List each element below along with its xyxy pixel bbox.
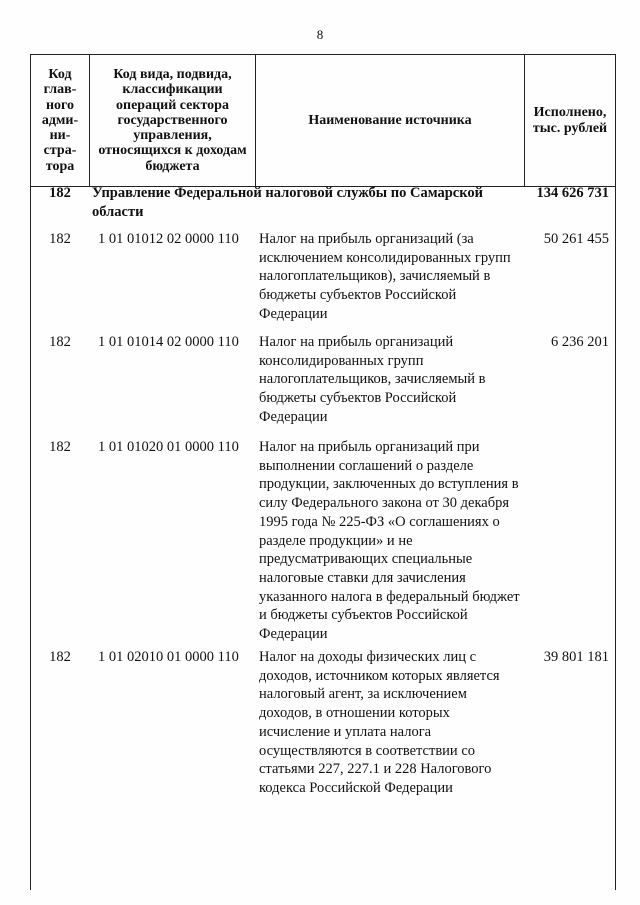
row-executed: 50 261 455: [543, 231, 609, 247]
row-admin-code: 182: [49, 649, 71, 665]
row-classification-code: 1 01 01012 02 0000 110: [98, 231, 239, 247]
group-name: Управление Федеральной налоговой службы по Самарской области: [92, 185, 483, 220]
row-admin-code: 182: [49, 334, 71, 350]
revenue-table: [30, 54, 616, 890]
page-number: 8: [316, 27, 324, 42]
header-executed: Исполнено, тыс. рублей: [532, 105, 608, 136]
row-admin-code: 182: [49, 439, 71, 455]
row-classification-code: 1 01 01014 02 0000 110: [98, 334, 239, 350]
group-executed: 134 626 731: [536, 185, 609, 201]
row-executed: 6 236 201: [551, 334, 609, 350]
row-admin-code: 182: [49, 231, 71, 247]
row-executed: 39 801 181: [543, 649, 609, 665]
header-classification-code: Код вида, подвида, классификации операций сектора государственного управления, относящихся к доходам бюджета: [98, 66, 247, 174]
row-classification-code: 1 01 02010 01 0000 110: [98, 649, 239, 665]
row-source-name: Налог на прибыль организаций (за исключением консолидированных групп налогоплательщиков), зачисляемый в бюджеты субъектов Российской Федерации: [259, 231, 511, 322]
row-source-name: Налог на прибыль организаций при выполнении соглашений о разделе продукции, заключенных до вступления в силу Федерального закона от 30 декабря 1995 года № 225-ФЗ «О соглашениях о разделе продукции» и не предусматривающих специальные налоговые ставки для зачисления указанного налога в федеральный бюджет и бюджеты субъектов Российской Федерации: [259, 439, 520, 643]
row-source-name: Налог на доходы физических лиц с доходов, источником которых является налоговый агент, за исключением доходов, в отношении которых исчисление и уплата налога осуществляются в соответствии со статьями 227, 227.1 и 228 Налогового кодекса Российской Федерации: [259, 649, 500, 796]
header-source-name: Наименование источника: [308, 112, 472, 128]
row-classification-code: 1 01 01020 01 0000 110: [98, 439, 239, 455]
group-admin-code: 182: [49, 185, 71, 201]
header-admin-code: Код глав-ного адми-ни-стра-тора: [41, 66, 79, 174]
row-source-name: Налог на прибыль организаций консолидированных групп налогоплательщиков, зачисляемый в бюджеты субъектов Российской Федерации: [259, 334, 486, 425]
